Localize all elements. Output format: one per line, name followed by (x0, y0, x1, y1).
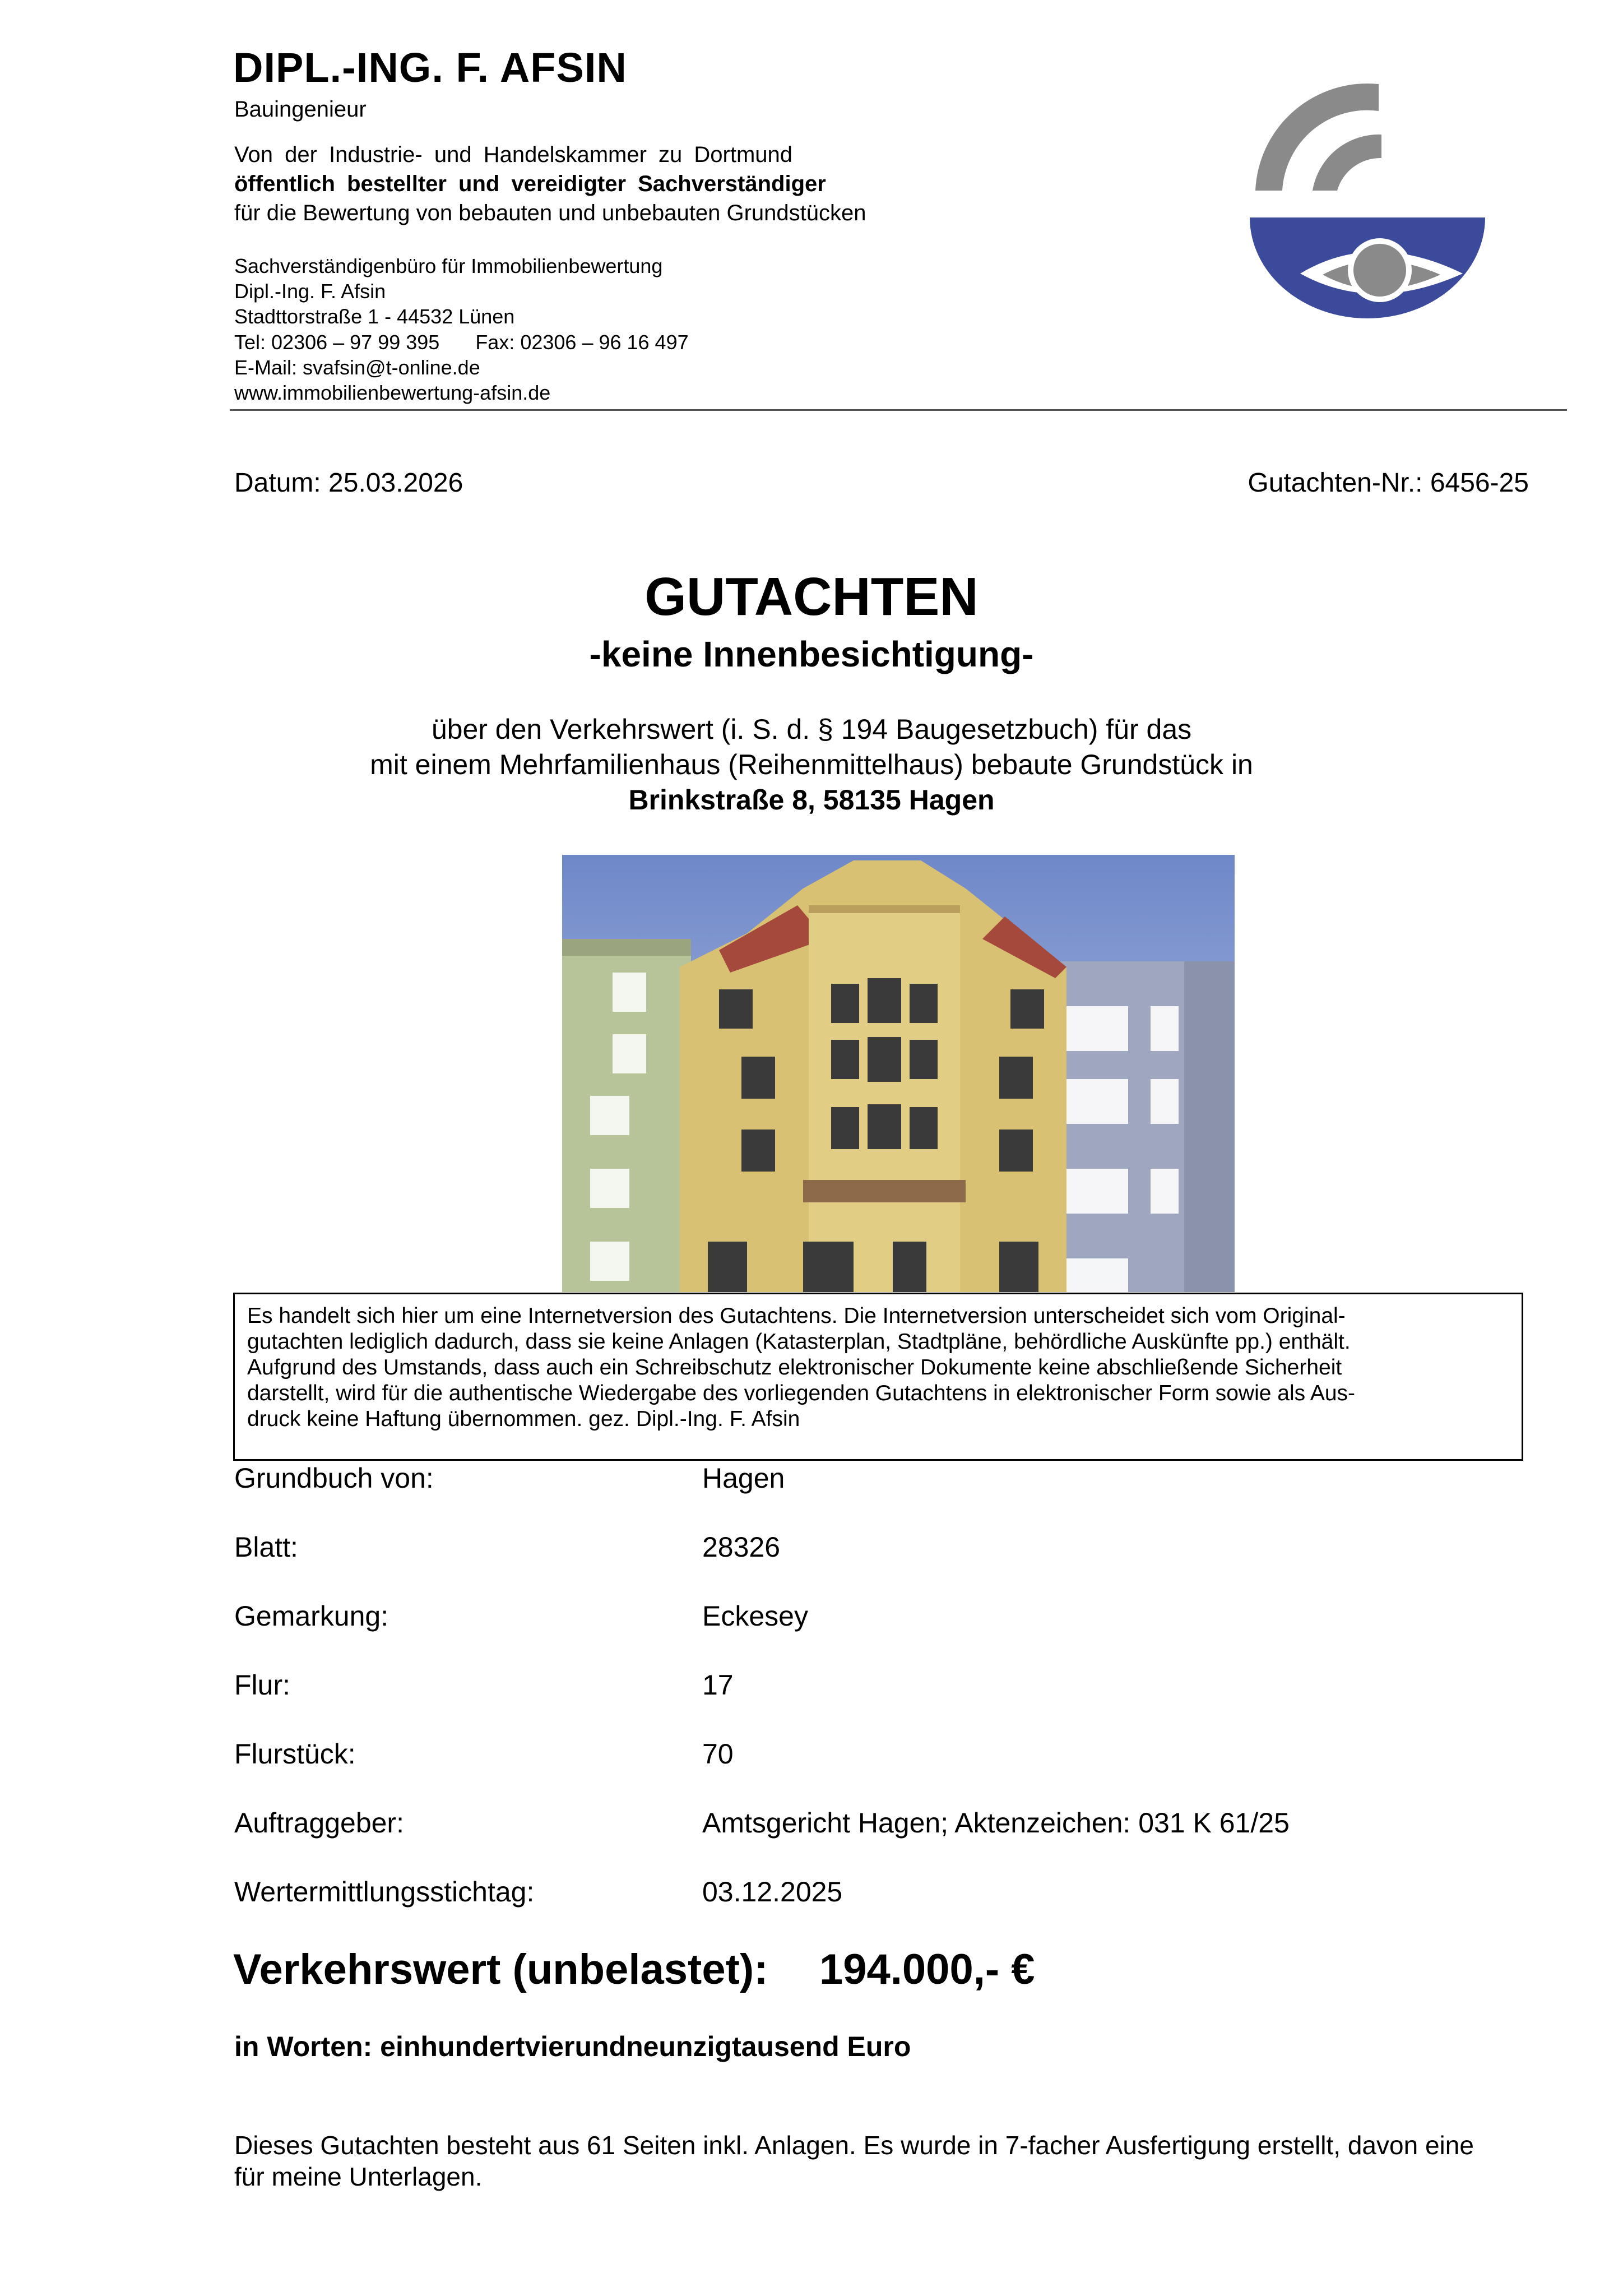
appointment-line-2: öffentlich bestellter und vereidigter Sachverständiger (234, 172, 826, 196)
market-value-in-words: in Worten: einhundertvierundneunzigtausend Euro (234, 2031, 911, 2062)
tel-fax-line (234, 331, 689, 354)
fact-value-auftraggeber: Amtsgericht Hagen; Aktenzeichen: 031 K 61/25 (702, 1807, 1290, 1839)
office-name: Sachverständigenbüro für Immobilienbewertung (234, 254, 663, 277)
fact-label-blatt: Blatt: (234, 1531, 298, 1563)
fact-value-grundbuch: Hagen (702, 1462, 785, 1494)
fact-value-flur: 17 (702, 1669, 734, 1701)
tel-number: Tel: 02306 – 97 99 395 (234, 331, 440, 354)
website-link: www.immobilienbewertung-afsin.de (234, 381, 551, 404)
report-number: Gutachten-Nr.: 6456-25 (1248, 468, 1529, 498)
fact-value-blatt: 28326 (702, 1531, 781, 1563)
appointment-line-1: Von der Industrie- und Handelskammer zu Dortmund (234, 142, 793, 167)
fact-label-stichtag: Wertermittlungsstichtag: (234, 1876, 535, 1908)
market-value-amount: 194.000,- € (819, 1946, 1035, 1993)
footer-line-1: Dieses Gutachten besteht aus 61 Seiten inkl. Anlagen. Es wurde in 7-facher Ausfertigung erstellt, davon eine (234, 2131, 1474, 2160)
notice-line: darstellt, wird für die authentische Wiedergabe des vorliegenden Gutachtens in elektronischer Form sowie als Aus- (247, 1381, 1356, 1405)
eye-logo-icon (1239, 73, 1496, 320)
fact-label-flurstueck: Flurstück: (234, 1738, 356, 1770)
description-line-1: über den Verkehrswert (i. S. d. § 194 Baugesetzbuch) für das (431, 714, 1192, 745)
report-date: Datum: 25.03.2026 (234, 468, 463, 498)
notice-line: Aufgrund des Umstands, dass auch ein Schreibschutz elektronischer Dokumente keine abschließende Sicherheit (247, 1355, 1342, 1380)
document-subtitle: -keine Innenbesichtigung- (589, 634, 1034, 674)
footer-line-2: für meine Unterlagen. (234, 2162, 483, 2191)
fact-value-flurstueck: 70 (702, 1738, 734, 1770)
fact-label-flur: Flur: (234, 1669, 290, 1701)
email-address: E-Mail: svafsin@t-online.de (234, 356, 480, 379)
fact-label-gemarkung: Gemarkung: (234, 1600, 389, 1632)
notice-line: druck keine Haftung übernommen. gez. Dipl.-Ing. F. Afsin (247, 1407, 800, 1431)
fact-value-stichtag: 03.12.2025 (702, 1876, 843, 1908)
document-title: GUTACHTEN (644, 567, 979, 627)
property-address: Brinkstraße 8, 58135 Hagen (628, 784, 995, 816)
fax-number: Fax: 02306 – 96 16 497 (475, 331, 689, 354)
building-photo (562, 855, 1235, 1292)
expert-profession: Bauingenieur (234, 97, 367, 122)
notice-line: gutachten lediglich dadurch, dass sie keine Anlagen (Katasterplan, Stadtpläne, behördliche Auskünfte pp.) enthält. (247, 1330, 1351, 1354)
internet-version-notice (233, 1293, 1523, 1461)
office-address: Stadttorstraße 1 - 44532 Lünen (234, 305, 515, 328)
notice-line: Es handelt sich hier um eine Internetversion des Gutachtens. Die Internetversion unterscheidet sich vom Original- (247, 1304, 1346, 1328)
header-divider (230, 409, 1567, 411)
office-person: Dipl.-Ing. F. Afsin (234, 280, 386, 303)
fact-value-gemarkung: Eckesey (702, 1600, 808, 1632)
description-line-2: mit einem Mehrfamilienhaus (Reihenmittelhaus) bebaute Grundstück in (370, 749, 1253, 780)
market-value-label: Verkehrswert (unbelastet): (233, 1946, 768, 1993)
expert-name: DIPL.-ING. F. AFSIN (233, 44, 627, 91)
fact-label-auftraggeber: Auftraggeber: (234, 1807, 404, 1839)
fact-label-grundbuch: Grundbuch von: (234, 1462, 434, 1494)
appointment-line-3: für die Bewertung von bebauten und unbebauten Grundstücken (234, 201, 866, 225)
